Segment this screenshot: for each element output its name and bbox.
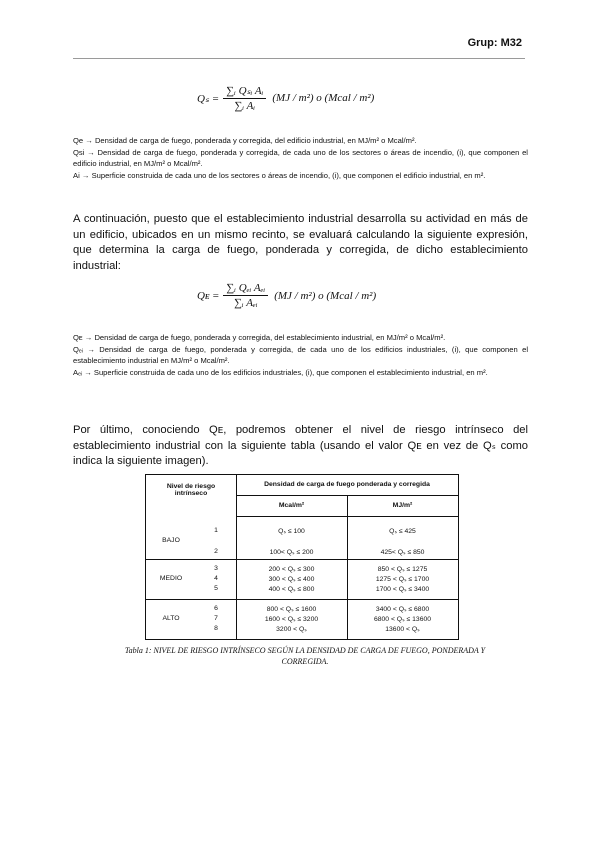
mj-range: 425< Qₛ ≤ 850: [380, 549, 425, 556]
risk-level-number: 4: [214, 575, 218, 582]
formula-lhs: Qᴇ =: [197, 289, 220, 302]
header-fire-load-density: Densidad de carga de fuego ponderada y corregida: [264, 481, 430, 488]
mcal-range: 100< Qₛ ≤ 200: [269, 549, 314, 556]
definitions-establishment: [73, 332, 528, 379]
mcal-range: Qₛ ≤ 100: [278, 528, 305, 535]
paragraph-conclusion: Por último, conociendo Qᴇ, podremos obtener el nivel de riesgo intrínseco del establecimiento industrial con la siguiente tabla (usando el valor Qᴇ en vez de Qₛ como indica la siguiente imagen).: [73, 424, 528, 467]
mj-range: 13600 < Qₛ: [385, 626, 420, 633]
formula-numerator: ∑ᵢ Qₑᵢ Aₑᵢ: [223, 282, 268, 296]
table-divider: [236, 516, 458, 517]
paragraph-establishment: A continuación, puesto que el establecimiento industrial desarrolla su actividad en más de un edificio, ubicados en un mismo recinto, se evaluará calculando la siguiente expresión, que determina la carga de fuego, ponderada y corregida, de dicho establecimiento industrial:: [73, 213, 528, 272]
definition-item: Qᴇ → Densidad de carga de fuego, ponderada y corregida, del establecimiento industrial, en MJ/m² o Mcal/m².: [73, 333, 446, 342]
mj-range: 6800 < Qₛ ≤ 13600: [373, 616, 432, 623]
formula-building: [197, 84, 374, 112]
table-divider: [146, 559, 458, 560]
formula-units: (MJ / m²) o (Mcal / m²): [272, 92, 375, 104]
formula-fraction: [223, 282, 268, 309]
table-divider: [236, 495, 458, 496]
definitions-building: [73, 135, 528, 182]
risk-group-name: ALTO: [162, 615, 180, 622]
formula-lhs: Qₛ =: [197, 92, 220, 105]
mj-range: 1700 < Qₛ ≤ 3400: [375, 586, 430, 593]
mcal-range: 300 < Qₛ ≤ 400: [268, 576, 315, 583]
risk-level-number: 2: [214, 548, 218, 555]
formula-fraction: [223, 84, 266, 112]
definition-item: Qₑᵢ → Densidad de carga de fuego, ponderada y corregida, de cada uno de los edificios industriales, (i), que componen el establecimiento industrial en MJ/m² o Mcal/m².: [73, 345, 528, 365]
risk-level-number: 6: [214, 605, 218, 612]
mj-range: Qₛ ≤ 425: [389, 528, 416, 535]
mcal-range: 200 < Qₛ ≤ 300: [268, 566, 315, 573]
formula-denominator: ∑ᵢ Aₑᵢ: [234, 297, 258, 309]
definition-item: Qsi → Densidad de carga de fuego, ponderada y corregida, de cada uno de los sectores o áreas de incendio, (i), que componen el edificio industrial, en MJ/m² o Mcal/m².: [73, 148, 528, 168]
header-risk-level: Nivel de riesgo intrínseco: [166, 483, 216, 497]
mcal-range: 3200 < Qₛ: [276, 626, 307, 633]
formula-numerator: ∑ᵢ Qₛᵢ Aᵢ: [223, 84, 266, 99]
definition-item: Aₑᵢ → Superficie construida de cada uno de los edificios industriales, (i), que componen el establecimiento industrial, en m².: [73, 368, 488, 377]
table-caption: Tabla 1: NIVEL DE RIESGO INTRÍNSECO SEGÚN LA DENSIDAD DE CARGA DE FUEGO, PONDERADA Y CORREGIDA.: [124, 646, 486, 666]
header-divider: [73, 58, 525, 59]
definition-item: Qe → Densidad de carga de fuego, ponderada y corregida, del edificio industrial, en MJ/m² o Mcal/m².: [73, 136, 417, 145]
mcal-range: 1600 < Qₛ ≤ 3200: [264, 616, 319, 623]
risk-level-number: 1: [214, 527, 218, 534]
header-mcal: Mcal/m²: [278, 502, 305, 509]
formula-denominator: ∑ᵢ Aᵢ: [234, 100, 256, 112]
definition-item: Ai → Superficie construida de cada uno de los sectores o áreas de incendio, (i), que componen el edificio industrial, en m².: [73, 171, 486, 180]
mcal-range: 800 < Qₛ ≤ 1600: [266, 606, 317, 613]
formula-units: (MJ / m²) o (Mcal / m²): [274, 289, 377, 302]
risk-level-number: 7: [214, 615, 218, 622]
mj-range: 850 < Qₛ ≤ 1275: [377, 566, 428, 573]
header-mj: MJ/m²: [392, 502, 413, 509]
risk-group-name: MEDIO: [159, 575, 183, 582]
mcal-range: 400 < Qₛ ≤ 800: [268, 586, 315, 593]
risk-level-number: 3: [214, 565, 218, 572]
mj-range: 3400 < Qₛ ≤ 6800: [375, 606, 430, 613]
page-header-group: Grup: M32: [467, 37, 522, 49]
table-divider: [146, 599, 458, 600]
mj-range: 1275 < Qₛ ≤ 1700: [375, 576, 430, 583]
formula-establishment: [197, 282, 376, 309]
risk-level-table: [145, 474, 459, 640]
risk-group-name: BAJO: [162, 537, 180, 544]
risk-level-number: 5: [214, 585, 218, 592]
risk-level-number: 8: [214, 625, 218, 632]
